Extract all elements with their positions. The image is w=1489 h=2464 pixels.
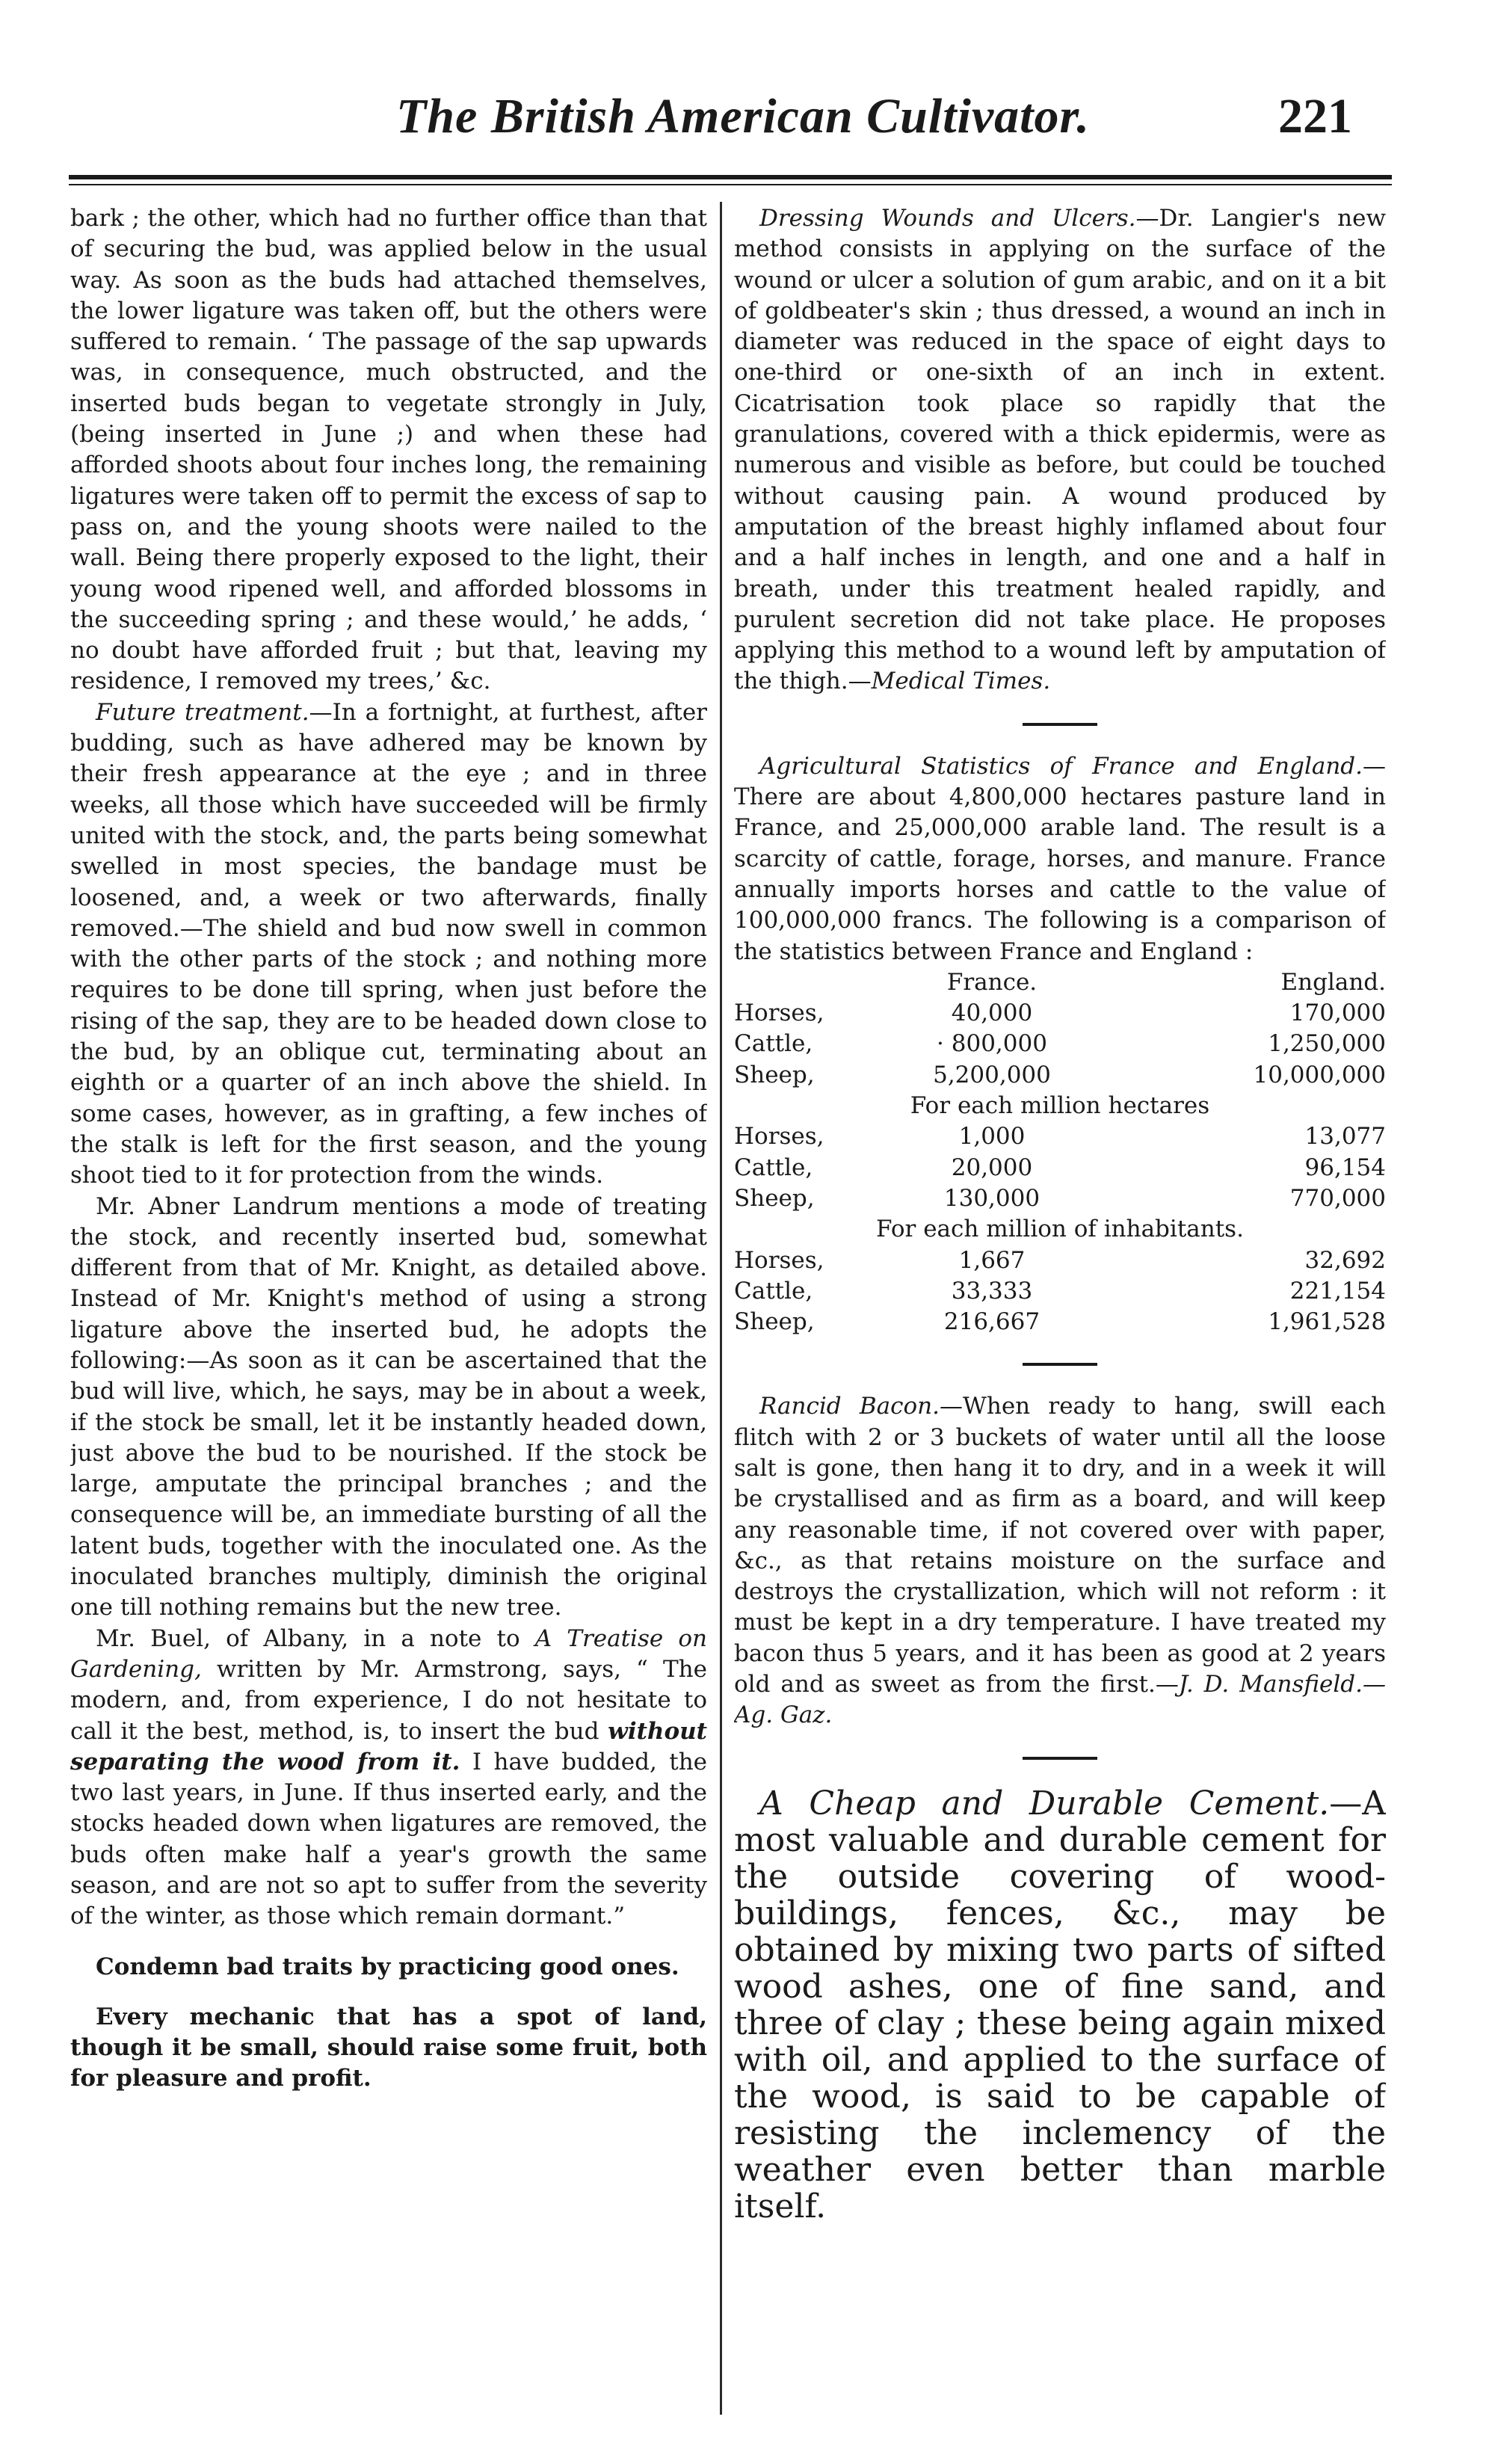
france-value: 40,000 (951, 1000, 1033, 1027)
table-row (734, 1121, 1386, 1152)
article-cement (734, 1785, 1386, 2225)
paragraph-text: —Dr. Langier's new method consists in applying on the surface of the wound or ulcer a solution of gum arabic, and on it a bit of goldbeater's skin ; thus dressed, a wound an inch in diameter was reduced in the space of eight days to one-third or one-sixth of an inch in extent. Cicatrisation took place so rapidly that the granulations, covered with a thick epidermis, were as numerous and visible as before, but could be touched without causing pain. A wound produced by amputation of the breast highly inflamed about four and a half inches in length, and one and a half in breath, under this treatment healed rapidly, and purulent secretion did not take place. He proposes applying this method to a wound left by amputation of the thigh.— (734, 205, 1386, 695)
row-label: Sheep, (734, 1061, 815, 1088)
row-label: Horses, (734, 1123, 824, 1151)
table-header-row (734, 967, 1386, 998)
book-title: A Treatise on Gardening, (70, 1624, 707, 1683)
section-heading: Future treatment. (96, 698, 309, 726)
row-label: Sheep, (734, 1184, 815, 1212)
france-value: 216,667 (943, 1308, 1041, 1336)
paragraph-text: —In a fortnight, at furthest, after budding, such as have adhered may be known by their fresh appearance at the eye ; and in three weeks, all those which have succeeded will be firmly united with the stock, and, the parts being somewhat swelled in most species, the bandage must be loosened, and, a week or two afterwards, finally removed.—The shield and bud now swell in common with the other parts of the stock ; and nothing more requires to be done till spring, when just before the rising of the sap, they are to be headed down close to the bud, by an oblique cut, terminating about an eighth or a quarter of an inch above the shield. In some cases, however, as in grafting, a few inches of the stalk is left for the first season, and the young shoot tied to it for protection from the winds. (70, 698, 707, 1189)
page-number: 221 (1278, 89, 1352, 144)
row-label: Horses, (734, 1000, 824, 1027)
statistics-table (734, 967, 1386, 1338)
table-row (734, 1276, 1386, 1307)
france-value: 33,333 (951, 1277, 1033, 1305)
table-row (734, 1060, 1386, 1091)
france-value: 20,000 (951, 1154, 1033, 1181)
article-heading: Agricultural Statistics of France and England. (759, 752, 1363, 780)
france-value: 130,000 (943, 1184, 1041, 1212)
table-row (734, 1245, 1386, 1276)
england-value: 13,077 (1304, 1123, 1386, 1151)
table-row (734, 998, 1386, 1029)
france-value: 5,200,000 (933, 1061, 1051, 1088)
table-row (734, 1307, 1386, 1337)
row-label: Cattle, (734, 1277, 813, 1305)
spacer (70, 1932, 707, 1952)
article-heading: Dressing Wounds and Ulcers. (759, 205, 1136, 232)
article-paragraph (70, 697, 707, 1192)
france-value: · 800,000 (937, 1030, 1047, 1058)
paragraph-text: Mr. Buel, of Albany, in a note to (96, 1624, 535, 1652)
emphasis-text: without separating the wood from it. (70, 1717, 707, 1775)
paragraph-text: I have budded, the two last years, in June. If thus inserted early, and the stocks headed down when ligatures are removed, the buds often make half a year's growth the same season, and are not so apt to suffer from the severity of the winter, as those which remain dormant.” (70, 1748, 707, 1930)
page-title: The British American Cultivator. (396, 89, 1091, 144)
article-wounds (734, 203, 1386, 697)
section-divider (1023, 1363, 1097, 1366)
table-subheading-row (734, 1214, 1386, 1245)
england-value: 32,692 (1304, 1246, 1386, 1274)
table-row (734, 1029, 1386, 1059)
paragraph-text: —When ready to hang, swill each flitch with 2 or 3 buckets of water until all the loose salt is gone, then hang it to dry, and in a week it will be crystallised and as firm as a board, and will keep any reasonable time, if not covered over with paper, &c., as that retains moisture on the surface and destroys the crystallization, which will not reform : it must be kept in a dry temperature. I have treated my bacon thus 5 years, and it has been as good at 2 years old and as sweet as from the first.— (734, 1393, 1386, 1698)
article-paragraph (70, 1624, 707, 1932)
section-divider (1023, 723, 1097, 726)
paragraph-text: written by Mr. Armstrong, says, “ The modern, and, from experience, I do not hesitate to call it the best, method, is, to insert the bud (70, 1655, 707, 1745)
header-rule-thin (69, 184, 1392, 185)
row-label: Sheep, (734, 1308, 815, 1336)
section-divider (1023, 1757, 1097, 1760)
table-subheading-row (734, 1091, 1386, 1121)
right-column (734, 203, 1386, 2225)
column-divider (720, 202, 722, 2415)
england-value: 10,000,000 (1253, 1061, 1386, 1088)
england-value: 1,250,000 (1268, 1030, 1386, 1058)
england-value: 770,000 (1289, 1184, 1386, 1212)
article-paragraph: Mr. Abner Landrum mentions a mode of treating the stock, and recently inserted bud, somewhat different from that of Mr. Knight, as detailed above. Instead of Mr. Knight's method of using a strong ligature above the inserted bud, he adopts the following:—As soon as it can be ascertained that the bud will live, which, he says, may be in about a week, if the stock be small, let it be instantly headed down, just above the bud to be nourished. If the stock be large, amputate the principal branches ; and the consequence will be, an immediate bursting of all the latent buds, together with the inoculated one. As the inoculated branches multiply, diminish the original one till nothing remains but the new tree. (70, 1192, 707, 1621)
england-value: 1,961,528 (1268, 1308, 1386, 1336)
table-row (734, 1153, 1386, 1183)
row-label: Cattle, (734, 1030, 813, 1058)
england-value: 96,154 (1304, 1154, 1386, 1181)
left-column (70, 203, 707, 2094)
column-header-france: France. (946, 968, 1038, 996)
paragraph-text: —There are about 4,800,000 hectares pasture land in France, and 25,000,000 arable land. The result is a scarcity of cattle, forage, horses, and manure. France annually imports horses and cattle to the value of 100,000,000 francs. The following is a comparison of the statistics between France and England : (734, 752, 1386, 965)
england-value: 221,154 (1289, 1277, 1386, 1305)
paragraph-text: —A most valuable and durable cement for the outside covering of wood-buildings, fences, &c., may be obtained by mixing two parts of sifted wood ashes, one of fine sand, and three of clay ; these being again mixed with oil, and applied to the surface of the wood, is said to be capable of resisting the inclemency of the weather even better than marble itself. (734, 1784, 1386, 2225)
row-label: Cattle, (734, 1154, 813, 1181)
maxim-paragraph: Condemn bad traits by practicing good ones. (96, 1953, 679, 1980)
cement-paragraph (734, 1785, 1386, 2225)
maxim-paragraph: Every mechanic that has a spot of land, though it be small, should raise some fruit, both for pleasure and profit. (70, 2003, 707, 2092)
table-subheading: For each million of inhabitants. (876, 1216, 1244, 1243)
table-row (734, 1183, 1386, 1214)
table-subheading: For each million hectares (910, 1092, 1210, 1120)
article-heading: A Cheap and Durable Cement. (759, 1784, 1330, 1823)
source-credit: Medical Times. (871, 668, 1051, 695)
article-paragraph: bark ; the other, which had no further office than that of securing the bud, was applied below in the usual way. As soon as the buds had attached themselves, the lower ligature was taken off, but the others were suffered to remain. ‘ The passage of the sap upwards was, in consequence, much obstructed, and the inserted buds began to vegetate strongly in July, (being inserted in June ;) and when these had afforded shoots about four inches long, the remaining ligatures were taken off to permit the excess of sap to pass on, and the young shoots were nailed to the wall. Being there properly exposed to the light, their young wood ripened well, and afforded blossoms in the succeeding spring ; and these would,’ he adds, ‘ no doubt have afforded fruit ; but that, leaving my residence, I removed my trees,’ &c. (70, 205, 707, 695)
england-value: 170,000 (1289, 1000, 1386, 1027)
source-credit: J. D. Mansfield.—Ag. Gaz. (734, 1671, 1386, 1729)
article-statistics (734, 751, 1386, 967)
article-bacon (734, 1391, 1386, 1731)
france-value: 1,667 (958, 1246, 1026, 1274)
spacer (70, 1983, 707, 2002)
article-heading: Rancid Bacon. (759, 1393, 940, 1420)
statistics-table-body (734, 967, 1386, 1338)
column-header-england: England. (1280, 968, 1386, 996)
table-corner-cell (734, 967, 869, 998)
row-label: Horses, (734, 1246, 824, 1274)
france-value: 1,000 (958, 1123, 1026, 1151)
header-rule-thick (69, 175, 1392, 179)
